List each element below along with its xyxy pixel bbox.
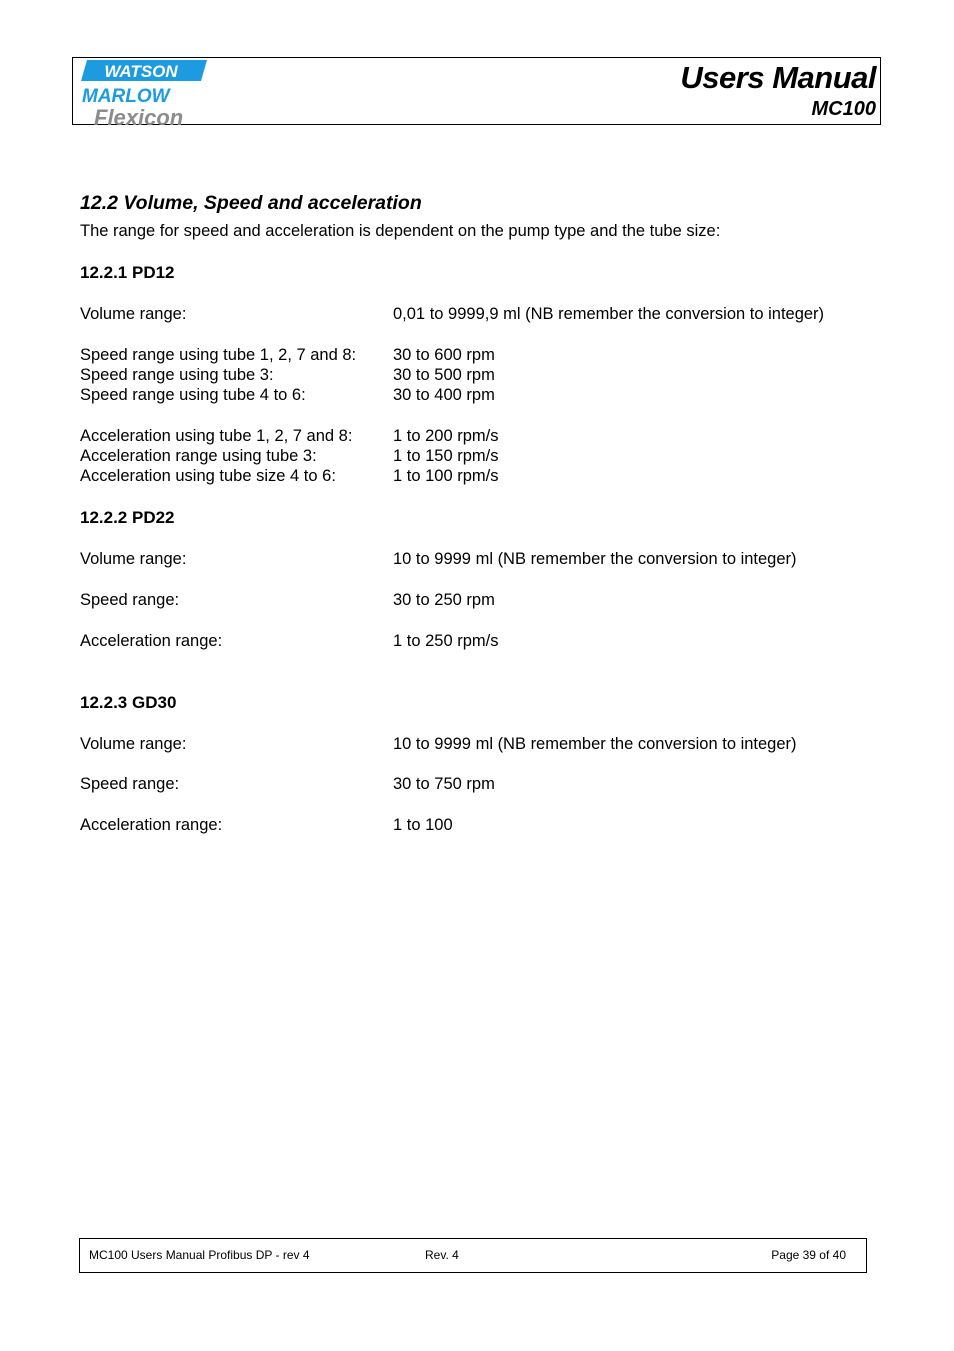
row-label: Acceleration using tube size 4 to 6: bbox=[80, 467, 336, 485]
footer-page-number: Page 39 of 40 bbox=[771, 1248, 846, 1262]
svg-text:Flexicon: Flexicon bbox=[94, 105, 184, 126]
document-subtitle: MC100 bbox=[811, 98, 876, 120]
section-intro: The range for speed and acceleration is dependent on the pump type and the tube size: bbox=[80, 222, 721, 240]
row-label: Acceleration range using tube 3: bbox=[80, 447, 317, 465]
row-value: 30 to 250 rpm bbox=[393, 591, 495, 609]
row-value: 10 to 9999 ml (NB remember the conversion to integer) bbox=[393, 735, 797, 753]
svg-text:MARLOW: MARLOW bbox=[82, 86, 170, 107]
row-label: Volume range: bbox=[80, 305, 187, 323]
row-label: Volume range: bbox=[80, 550, 187, 568]
row-label: Volume range: bbox=[80, 735, 187, 753]
row-value: 30 to 500 rpm bbox=[393, 366, 495, 384]
row-label: Speed range: bbox=[80, 591, 180, 609]
row-value: 1 to 100 bbox=[393, 816, 453, 834]
row-value: 1 to 250 rpm/s bbox=[393, 632, 499, 650]
footer-revision: Rev. 4 bbox=[425, 1248, 459, 1262]
pd12-heading: 12.2.1 PD12 bbox=[80, 263, 175, 282]
row-value: 30 to 750 rpm bbox=[393, 775, 495, 793]
row-value: 1 to 150 rpm/s bbox=[393, 447, 499, 465]
row-label: Speed range using tube 4 to 6: bbox=[80, 386, 306, 404]
row-label: Acceleration using tube 1, 2, 7 and 8: bbox=[80, 427, 353, 445]
row-label: Speed range using tube 1, 2, 7 and 8: bbox=[80, 346, 357, 364]
document-title: Users Manual bbox=[680, 60, 876, 95]
page-header bbox=[72, 57, 881, 125]
footer-document-name: MC100 Users Manual Profibus DP - rev 4 bbox=[89, 1248, 310, 1262]
row-value: 10 to 9999 ml (NB remember the conversion to integer) bbox=[393, 550, 797, 568]
row-label: Speed range: bbox=[80, 775, 180, 793]
row-value: 1 to 200 rpm/s bbox=[393, 427, 499, 445]
watson-marlow-flexicon-logo bbox=[77, 58, 212, 126]
svg-text:WATSON: WATSON bbox=[104, 62, 178, 81]
row-value: 30 to 400 rpm bbox=[393, 386, 495, 404]
gd30-heading: 12.2.3 GD30 bbox=[80, 693, 177, 712]
page-footer bbox=[79, 1238, 867, 1273]
section-heading: 12.2 Volume, Speed and acceleration bbox=[80, 192, 422, 214]
pd22-heading: 12.2.2 PD22 bbox=[80, 508, 175, 527]
row-label: Acceleration range: bbox=[80, 632, 223, 650]
row-value: 30 to 600 rpm bbox=[393, 346, 495, 364]
row-value: 1 to 100 rpm/s bbox=[393, 467, 499, 485]
row-label: Speed range using tube 3: bbox=[80, 366, 274, 384]
row-label: Acceleration range: bbox=[80, 816, 223, 834]
row-value: 0,01 to 9999,9 ml (NB remember the conversion to integer) bbox=[393, 305, 825, 323]
